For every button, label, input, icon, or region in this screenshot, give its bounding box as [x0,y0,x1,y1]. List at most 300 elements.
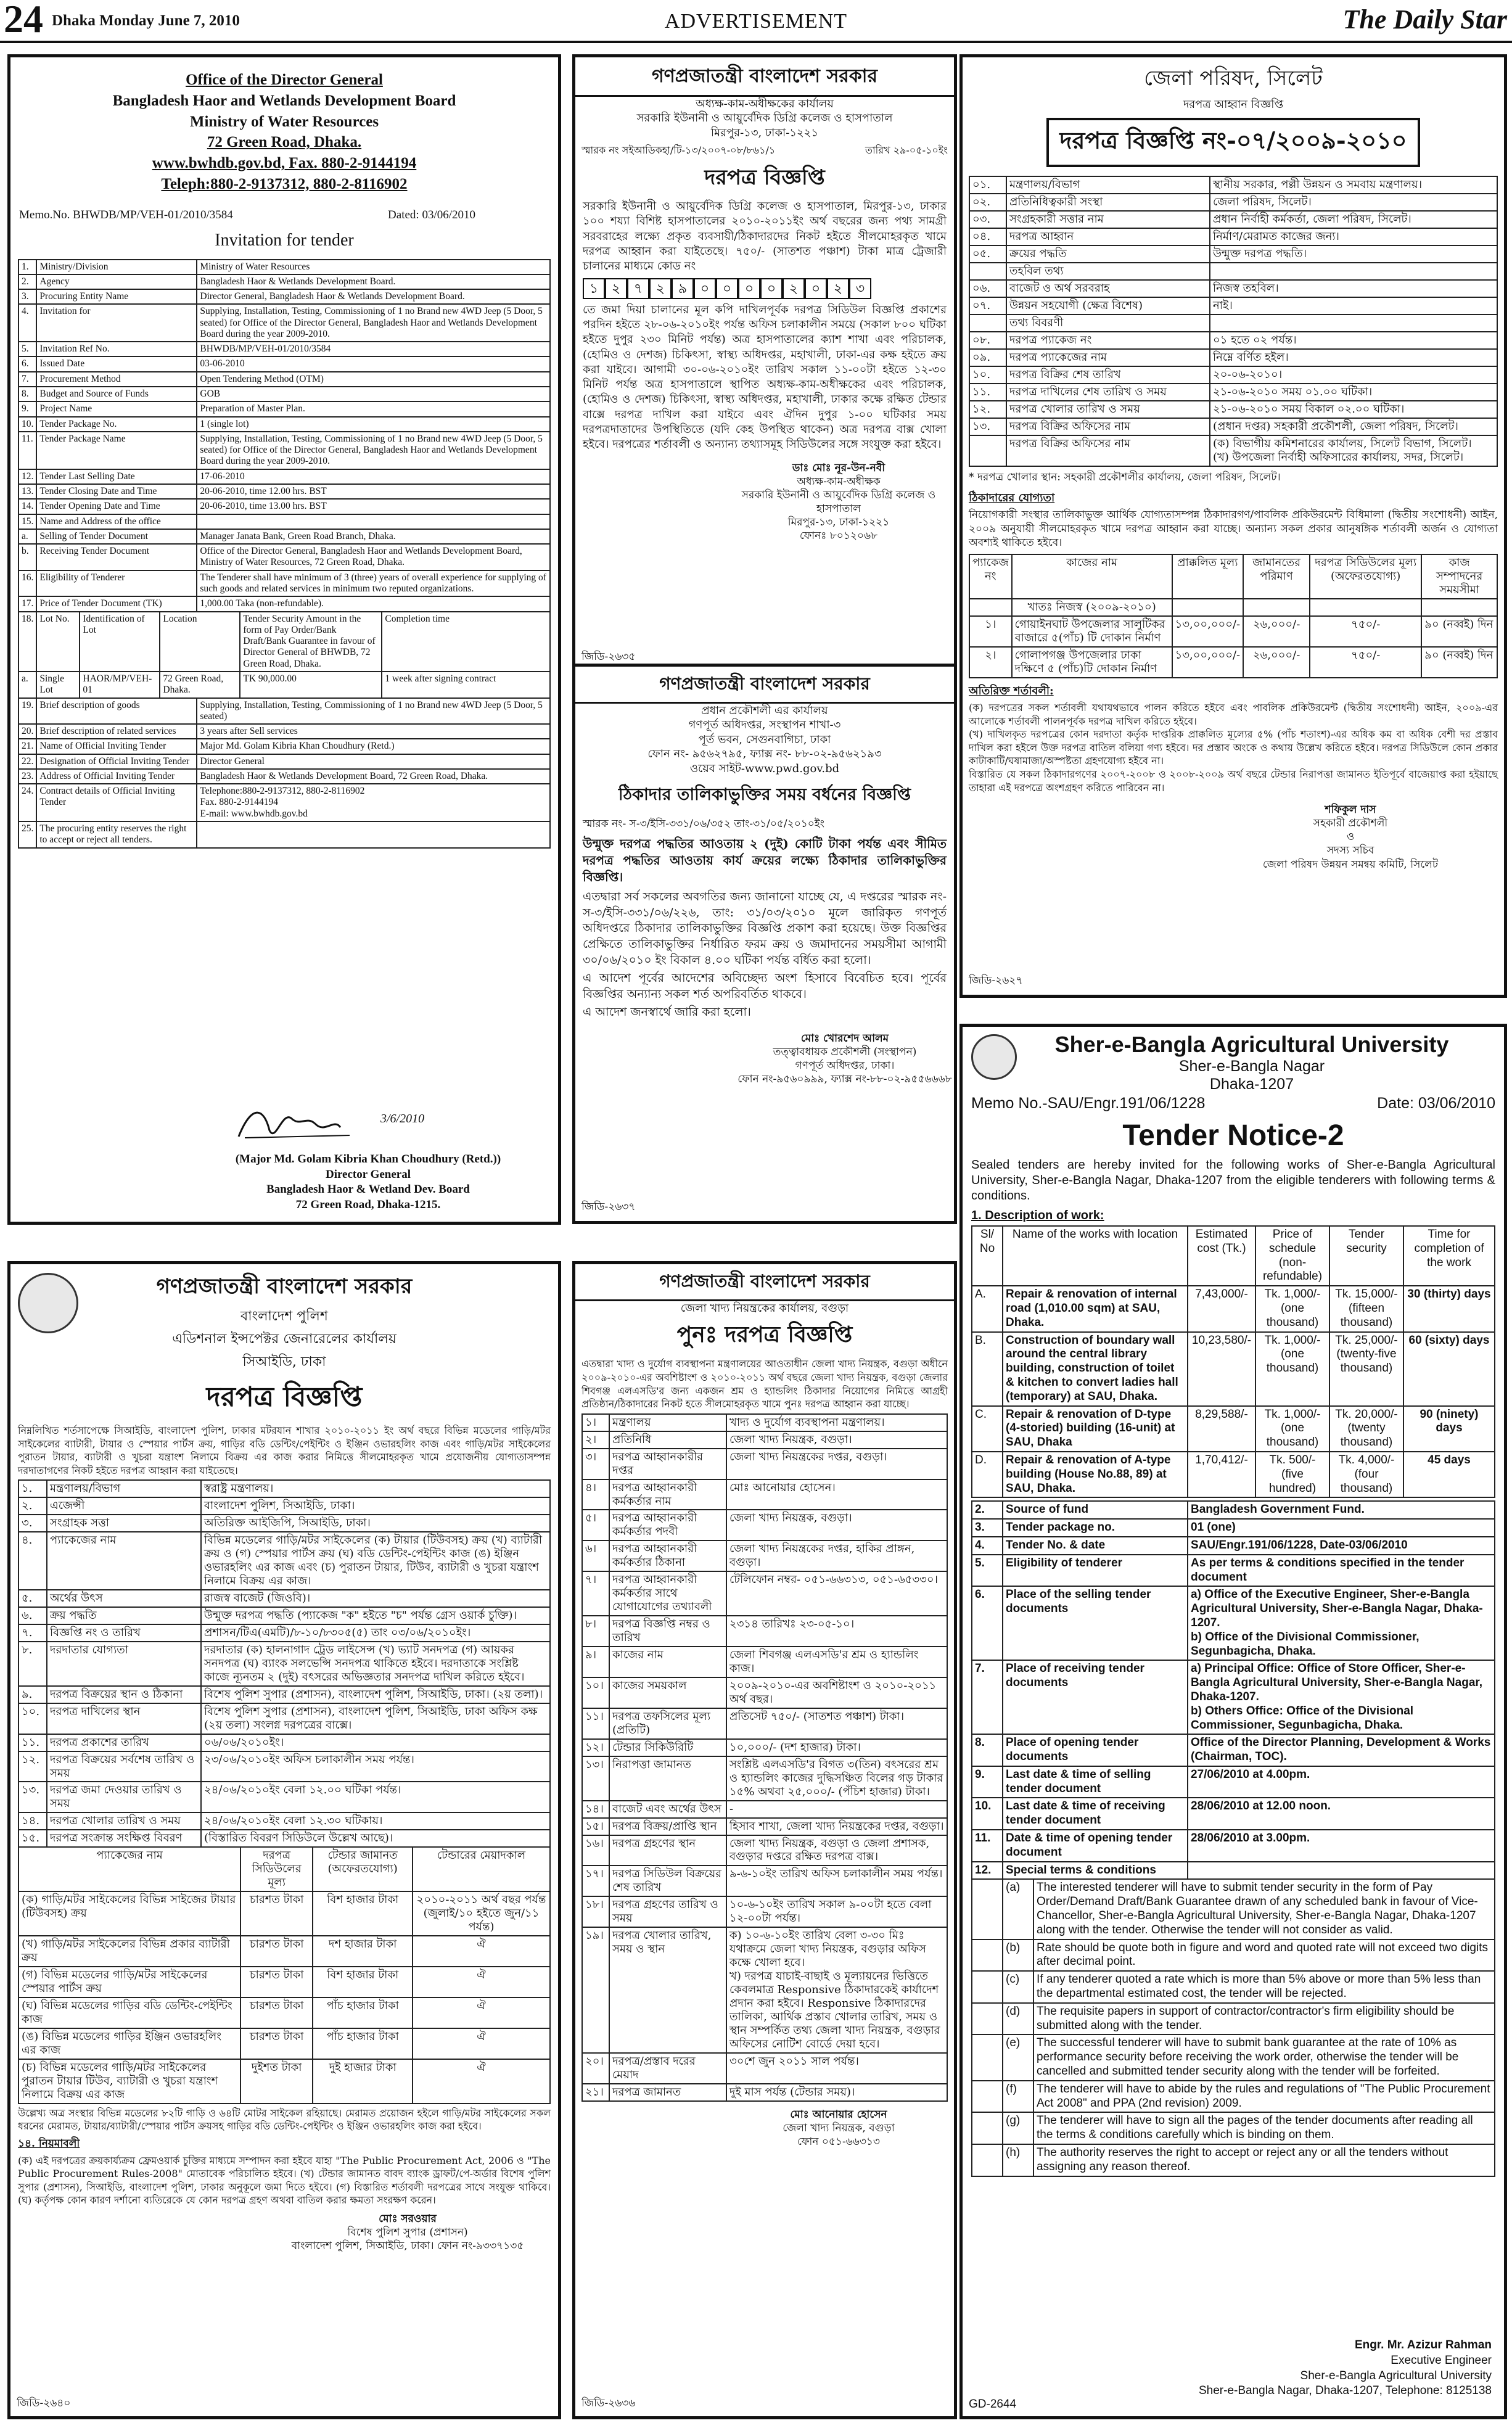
table-cell: 22. [18,754,36,769]
table-cell: Tender security [1329,1226,1403,1286]
issue-date: Dhaka Monday June 7, 2010 [52,12,240,29]
bwdb-dated: Dated: 03/06/2010 [388,208,475,221]
table-cell: ৮. [18,1642,47,1686]
table-cell [1188,1862,1495,1880]
ad4-org: জেলা পরিষদ, সিলেট [1144,66,1323,91]
header-rule [0,41,1512,43]
bwdb-signatory [232,1152,504,1213]
table-row [18,372,550,387]
table-cell: টেন্ডার জামানত (অফেরতযোগ্য) [313,1847,413,1891]
table-row [18,612,550,672]
table-row [969,332,1497,349]
table-cell: দরপত্র বিজ্ঞপ্তি নম্বর ও তারিখ [609,1616,726,1647]
table-cell: Date & time of opening tender document [1003,1830,1188,1862]
table-row [18,289,550,304]
table-cell: মন্ত্রণালয়/বিভাগ [47,1480,201,1497]
table-row [18,1891,550,1936]
table-cell: 20-06-2010, time 12.00 hrs. BST [197,484,550,499]
table-row [969,435,1497,466]
table-cell: Name of Official Inviting Tender [36,739,197,754]
ad3-address: পূর্ত ভবন, সেগুনবাগিচা, ঢাকা [698,733,831,746]
table-cell [972,1879,1003,1939]
table-cell: 12. [972,1862,1003,1880]
ad2-ref: স্মারক নং সইআডিকহা/টি-১৩/২০০৭-০৮/৮৬১/১ [581,144,776,157]
signatory-line: মোঃ আনোয়ার হোসেন [790,2108,887,2121]
table-cell: ৮। [582,1616,609,1647]
table-row [18,1497,550,1515]
table-cell: 01 (one) [1188,1519,1495,1537]
table-cell: Identification of Lot [80,612,160,672]
table-cell [972,1971,1003,2003]
table-cell: Name of the works with location [1003,1226,1188,1286]
table-row [18,672,550,698]
table-cell: ৩। [582,1449,609,1479]
table-row [582,1801,947,1818]
table-cell: The successful tenderer will have to submit bank guarantee at the rate of 10% as performance security before receiving the work order, otherwise the tender will be cancelled and submitted tender security along with the tender will be forfeited. [1033,2034,1495,2080]
table-cell [972,1940,1003,1972]
table-row [18,570,550,597]
table-row [582,1739,947,1756]
page-number: 24 [4,0,43,41]
signatory-line: মোঃ সরওয়ার [379,2213,437,2226]
table-cell: জামানতের পরিমাণ [1243,554,1310,599]
table-cell: দরপত্র খোলার তারিখ ও সময় [1006,401,1210,418]
table-cell: ১৪. [18,1812,47,1830]
table-cell: (e) [1003,2034,1033,2080]
table-row [18,698,550,725]
table-row [18,596,550,611]
sau-title: Tender Notice-2 [1122,1119,1344,1152]
signatory-line: Sher-e-Bangla Nagar, Dhaka-1207, Telephone: 8125138 [1199,2384,1492,2398]
table-cell: 16. [18,570,36,597]
table-cell: ০৯. [969,349,1006,366]
table-cell: 9. [972,1766,1003,1798]
table-row [969,401,1497,418]
treasury-code [575,277,954,300]
table-row [582,1835,947,1866]
table-cell: ২৪/০৬/২০১০ইং বেলা ১২.৩০ ঘটিকায়। [201,1812,550,1830]
table-cell: ঐ [413,2028,550,2059]
table-cell: কাজের নাম [609,1647,726,1677]
table-cell: ২১। [582,2084,609,2101]
sau-memo: Memo No.-SAU/Engr.191/06/1228 [971,1095,1206,1112]
table-cell: বাজেট ও অর্থ সরবরাহ [1006,280,1210,297]
ad5-package-table [18,1846,551,2104]
table-cell: Supplying, Installation, Testing, Commissioning of 1 no Brand new 4WD Jeep (5 Door, 5 seated) for Office of the Director General, Bangladesh Haor and Wetlands Development Board during the year 2009-2010. [197,432,550,469]
table-cell: ০৬. [969,280,1006,297]
ad3-ref: স্মারক নং- স-৩/ইসি-৩৩১/০৬/৩৫২ তাং-৩১/০৫/২০১০ইং [583,817,824,830]
section-title: ADVERTISEMENT [664,10,848,33]
table-cell: সংশ্লিষ্ট এলএসডি'র বিগত ৩(তিন) বৎসরের শ্রম ও হ্যান্ডলিং কাজের দুদ্ধিসঞ্চিত বিলের গড় টাকার ১৫% অথবা ২৫,০০০/- (পঁচিশ হাজার) টাকা। [726,1756,947,1801]
table-row [972,1734,1495,1766]
table-cell: If any tenderer quoted a rate which is more than 5% above or more than 5% less than the departmental estimated cost, the tender will be rejected. [1033,1971,1495,2003]
table-cell: বিশ হাজার টাকা [313,1891,413,1936]
table-cell: Tender No. & date [1003,1537,1188,1555]
table-row [18,356,550,371]
ad5-conditions: (ক) এই দরপত্রের ক্রয়কার্য্যক্রম ফ্রেমওয়ার্ক চুক্তির মাধ্যমে সম্পাদন করা হইবে যাহা "The Public Procurement Act, 2006 ও "The Public Procurement Rules-2008" মোতাবেক পরিচালিত হইবে। (খ) টেন্ডার জামানত বাবদ ব্যাংক ড্রাফট/পে-অর্ডার বিশেষ পুলিশ সুপার (প্রশাসন), সিআইডি, বাংলাদেশ পুলিশ, ঢাকার অনুকূলে জমা দিতে হইবে। (গ) বিস্তারিত শর্তাবলী দরপত্রের সাথে সংযুক্ত থাকিবে। (ঘ) কর্তৃপক্ষ কোন কারণ দর্শানো ব্যতিরেকে যে কোন দরপত্র গ্রহণ অথবা বাতিল করার ক্ষমতা সংরক্ষণ করেন। [18,2154,551,2207]
table-cell: Construction of boundary wall around the central library building, construction of toilet & kitchen to convert ladies hall (temporary) at SAU, Dhaka. [1003,1332,1188,1406]
table-cell: 19. [18,698,36,725]
table-cell: চারশত টাকা [240,1967,313,1997]
table-cell: (a) [1003,1879,1033,1939]
ad5-title: দরপত্র বিজ্ঞপ্তি [206,1381,363,1413]
table-row [582,1927,947,2053]
table-cell: ১৩,০০,০০০/- [1172,616,1244,647]
table-cell: দরদাতার যোগ্যতা [47,1642,201,1686]
table-cell: ২১-০৬-২০১০ সময় বিকাল ০২.০০ ঘটিকা। [1210,401,1497,418]
sau-info-table [971,1500,1495,1880]
bwdb-address: 72 Green Road, Dhaka. [207,134,362,151]
table-row [582,1647,947,1677]
signatory-line: বিশেষ পুলিশ সুপার (প্রশাসন) [347,2226,468,2239]
table-row [582,1896,947,1927]
ad5-note: উল্লেখ্য অত্র সংস্থার বিভিন্ন মডেলের ৮২টি গাড়ি ও ৬৪টি মোটর সাইকেল রহিয়াছে। মেরামত প্রয়োজন হইলে গাড়ি/মটর সাইকেলের সকল ধরনের মেরামত, টায়ার/ব্যাটারী/স্পেয়ার পার্টস ক্রয়সহ গাড়ির বডি ডেন্টিং-পেইন্টিং ও ইঞ্জিন ওভারহলিং কাজ করা হইবে। [18,2107,551,2133]
table-cell: চারশত টাকা [240,1891,313,1936]
table-cell: ১। [969,616,1012,647]
table-cell: দরপত্র প্যাকেজ নং [1006,332,1210,349]
table-cell: (ক) গাড়ি/মটর সাইকেলের বিভিন্ন সাইজের টায়ার (টিউবসহ) ক্রয় [18,1891,240,1936]
table-cell: Procurement Method [36,372,197,387]
table-cell: ০১. [969,176,1006,194]
ad2-signatory [723,461,954,543]
ad2-body-2: তে জমা দিয়া চালানের মূল কপি দাখিলপূর্বক দরপত্র সিডিউল বিজ্ঞপ্তি প্রকাশের পরদিন হইতে ২৮-০৬-২০১০ইং পর্যন্ত অফিস চলাকালীন সময়ে (সকাল ৮০০ ঘটিকা হইতে দুপুর ২৩০ মিনিট পর্যন্ত) অত্র হাসপাতালের ক্যাশ শাখা এবং পরিচালক, (হোমিও ও দেশজ) চিকিৎসা, স্বাস্থ্য অধিদপ্তর, মহাখালী, ঢাকা-এর কক্ষ হইতে ক্রয় করা যাইবে। আগামী ৩০-০৬-২০১০ইং তারিখ সকাল ১১-০০টা হইতে ১২-৩০ মিনিট পর্যন্ত অত্র হাসপাতালে স্থাপিত অধ্যক্ষ-কাম-অধীক্ষকের এবং পরিচালক, (হোমিও ও দেশজ) চিকিৎসা, স্বাস্থ্য অধিদপ্তর, মহাখালী, ঢাকার কক্ষে রক্ষিত টেন্ডার বাক্সে দরপত্র দাখিল করা যাইবে এবং ঐদিন দুপুর ১-০০ ঘটিকার সময় দরপত্রদাতাদের উপস্থিতিতে (যদি কেহ উপস্থিত থাকেন) অত্র দরপত্র বাক্স খোলা হইবে। দরপত্রের শর্তাবলী ও অন্যান্য তথ্যাসমূহ সিডিউলের সঙ্গে সংযুক্ত করা হইবে। [583,303,947,451]
table-cell: As per terms & conditions specified in the tender document [1188,1555,1495,1587]
table-cell: 17-06-2010 [197,469,550,484]
table-cell: Brief description of related services [36,724,197,739]
table-cell: দরপত্র বিক্রয়ের স্থান ও ঠিকানা [47,1686,201,1703]
table-cell: 4. [972,1537,1003,1555]
table-cell [1172,599,1244,616]
table-row [972,1501,1495,1519]
table-cell: বিশেষ পুলিশ সুপার (প্রশাসন), বাংলাদেশ পুলিশ, সিআইডি, ঢাকা অফিস কক্ষ (২য় তলা) সংলগ্ন দরপত্রের বাক্সে। [201,1703,550,1734]
table-cell: ১৩. [969,418,1006,435]
table-cell: ৯০ (নব্বই) দিন [1421,647,1497,678]
table-cell: D. [972,1452,1003,1497]
table-row [969,554,1497,599]
table-cell: Eligibility of tenderer [1003,1555,1188,1587]
table-cell: SAU/Engr.191/06/1228, Date-03/06/2010 [1188,1537,1495,1555]
table-cell: ০২. [969,194,1006,211]
table-row [18,2028,550,2059]
table-cell [1310,599,1421,616]
table-cell: 1,000.00 Taka (non-refundable). [197,596,550,611]
table-row [18,1830,550,1847]
table-cell: দরপত্র বিক্রয়ের সর্বশেষ তারিখ ও সময় [47,1751,201,1782]
table-cell: দরপত্র আহ্বানকারী কর্মকর্তার নাম [609,1479,726,1510]
table-cell: Brief description of goods [36,698,197,725]
table-cell: Place of opening tender documents [1003,1734,1188,1766]
table-cell: ২৬,০০০/- [1243,647,1310,678]
table-cell: বিভিন্ন মডেলের গাড়ি/মটর সাইকেলের (ক) টায়ার (টিউবসহ) ক্রয় (খ) ব্যাটারী ক্রয় ও (গ) স্পেয়ার পার্টস ক্রয় (ঘ) বডি ডেন্টিং-পেইন্টিং কাজ (ঙ) ইঞ্জিন ওভারহলিং এর কাজ এবং (চ) পুরাতন টায়ার, টিউব, ব্যাটারী ও খুচরা যন্ত্রাংশ নিলামে বিক্রয় এর কাজ। [201,1532,550,1590]
table-row [972,1586,1495,1660]
ad3-headline: উন্মুক্ত দরপত্র পদ্ধতির আওতায় ২ (দুই) কোটি টাকা পর্যন্ত এবং সীমিত দরপত্র পদ্ধতির আওতায় কার্য ক্রয়ের লক্ষ্যে ঠিকাদার তালিকাভুক্তির বিজ্ঞপ্তি। [583,836,947,884]
table-cell: a) Principal Office: Office of Store Officer, Sher-e-Bangla Agricultural University, Sher-e-Bangla Nagar, Dhaka-1207. b) Others Office: Office of the Divisional Commissioner, Segunbagicha, Dhaka. [1188,1660,1495,1734]
table-cell: (g) [1003,2112,1033,2144]
table-cell: ঐ [413,1997,550,2028]
table-cell: 12. [18,469,36,484]
table-row [969,228,1497,245]
table-row [969,176,1497,194]
table-row [18,754,550,769]
bwdb-office: Office of the Director General [186,72,383,88]
table-row [18,1847,550,1891]
ad2-title: দরপত্র বিজ্ঞপ্তি [704,165,825,191]
table-cell: Designation of Official Inviting Tender [36,754,197,769]
signatory-line: Bangladesh Haor & Wetland Dev. Board [266,1183,470,1196]
table-cell: কাজ সম্পাদনের সময়সীমা [1421,554,1497,599]
table-cell: Tender package no. [1003,1519,1188,1537]
table-cell: জেলা খাদ্য নিয়ন্ত্রক, বগুড়া। [726,1431,947,1449]
ad3-dept: গণপূর্ত অধিদপ্তর, সংস্থাপন শাখা-৩ [688,718,841,732]
table-cell: Issued Date [36,356,197,371]
table-cell: মোঃ আনোয়ার হোসেন। [726,1479,947,1510]
table-cell: Single Lot [36,672,80,698]
table-cell: ঐ [413,2059,550,2104]
table-cell: দরপত্র বিক্রির অফিসের নাম [1006,418,1210,435]
table-cell: 17. [18,596,36,611]
table-cell: দরপত্র সিডিউলের মূল্য [240,1847,313,1891]
table-cell: অতিরিক্ত আইজিপি, সিআইডি, ঢাকা। [201,1515,550,1532]
signatory-line: ফোনঃ ৮০১২০৬৮ [799,530,878,543]
sau-gd-number: GD-2644 [969,2398,1017,2411]
table-cell: ৪. [18,1532,47,1590]
signatory-line: জেলা খাদ্য নিয়ন্ত্রক, বগুড়া [783,2121,895,2134]
table-cell [197,821,550,848]
table-row [18,769,550,784]
table-cell: দুই হাজার টাকা [313,2059,413,2104]
ad3-gd-number: জিডি-২৬৩৭ [581,1201,636,1213]
sau-city: Dhaka-1207 [1209,1076,1294,1093]
table-row [18,1751,550,1782]
table-cell: ১৪। [582,1801,609,1818]
table-cell: ১০। [582,1677,609,1708]
table-row [972,1766,1495,1798]
table-row [969,418,1497,435]
sau-place: Sher-e-Bangla Nagar [1178,1058,1325,1075]
table-cell: Tk. 15,000/- (fifteen thousand) [1329,1286,1403,1331]
signatory-line: মোঃ খোরশেদ আলম [800,1032,889,1045]
signatory-line: মিরপুর-১৩, ঢাকা-১২২১ [787,516,890,529]
table-cell: Ministry/Division [36,260,197,274]
table-cell: 27/06/2010 at 4.00pm. [1188,1766,1495,1798]
table-cell: ০৭. [969,297,1006,315]
table-cell: ০৮. [969,332,1006,349]
table-cell: টেলিফোন নম্বর- ০৫১-৬৬৩১৩, ০৫১-৬৫৩৩০। [726,1571,947,1616]
table-cell: Tk. 1,000/- (one thousand) [1255,1286,1329,1331]
ad4-extra-head: অতিরিক্ত শর্তাবলী: [969,685,1054,698]
table-cell: Place of receiving tender documents [1003,1660,1188,1734]
university-logo-icon [971,1034,1017,1080]
table-cell: ক্রয়ের পদ্ধতি [1006,245,1210,263]
table-cell: (খ) গাড়ি/মটর সাইকেলের বিভিন্ন প্রকার ব্যাটারী ক্রয় [18,1936,240,1967]
table-cell: 5. [18,342,36,356]
table-cell: The interested tenderer will have to submit tender security in the form of Pay Order/Demand Draft/Bank Guarantee drawn of any scheduled bank in favour of Vice-Chancellor, Sher-e-Bangla Agricultural University, Sher-e-Bangla Nagar, Dhaka-1207 along with the tender. Otherwise the tender will not consider as valid. [1033,1879,1495,1939]
table-cell [972,2144,1003,2176]
table-row [18,1607,550,1624]
table-cell: ৩০শে জুন ২০১১ সাল পর্যন্ত। [726,2053,947,2084]
sylhet-tender-ad [959,54,1507,998]
table-cell: ৯. [18,1686,47,1703]
table-row [18,1936,550,1967]
table-cell: 28/06/2010 at 12.00 noon. [1188,1798,1495,1830]
table-cell: (বিস্তারিত বিবরণ সিডিউলে উল্লেখ আছে)। [201,1830,550,1847]
table-row [582,1616,947,1647]
table-row [18,469,550,484]
table-cell: দরপত্র সিডিউলের মূল্য (অফেরতযোগ্য) [1310,554,1421,599]
ad3-phone: ফোন নং- ৯৫৬২৭৯৫, ফ্যাক্স নং- ৮৮-০২-৯৫৬২১৯৩ [647,747,882,761]
signatory-line: ডাঃ মোঃ নূর-উন-নবী [792,461,885,474]
table-row [972,1452,1495,1497]
table-cell: জেলা শিবগঞ্জ এলএসডি'র শ্রম ও হ্যান্ডলিং কাজ। [726,1647,947,1677]
table-row [972,1862,1495,1880]
ad4-package-table [969,554,1498,678]
table-cell: (h) [1003,2144,1033,2176]
table-cell: Repair & renovation of A-type building (House No.88, 89) at SAU, Dhaka. [1003,1452,1188,1497]
ad2-college: সরকারি ইউনানী ও আয়ুর্বেদিক ডিগ্রি কলেজ ও হাসপাতাল [636,112,893,125]
table-cell: দরপত্র খোলার তারিখ ও সময় [47,1812,201,1830]
table-row [18,342,550,356]
table-cell: Tender Opening Date and Time [36,499,197,514]
table-row [18,1642,550,1686]
table-row [972,1971,1495,2003]
table-cell: ২৩১৪ তারিখঃ ২৩-০৫-১০। [726,1616,947,1647]
table-cell: HAOR/MP/VEH-01 [80,672,160,698]
pwd-notice-ad [572,664,957,1224]
signatory-line: (Major Md. Golam Kibria Khan Choudhury (Retd.)) [235,1153,501,1166]
code-digit: ৭ [627,278,649,299]
table-cell: রাজস্ব বাজেট (জিওবি)। [201,1590,550,1607]
table-cell: ১৯। [582,1927,609,2053]
table-cell: a. [18,529,36,544]
table-cell: দরপত্র আহ্বানকারী কর্মকর্তার ঠিকানা [609,1541,726,1571]
signatory-line: শফিকুল দাস [1325,804,1376,817]
ad6-title: পুনঃ দরপত্র বিজ্ঞপ্তি [676,1322,853,1348]
table-cell: Tender Security Amount in the form of Pay Order/Bank Draft/Bank Guarantee in favour of Director General of BHWDB, 72 Green Road, Dhaka. [240,612,382,672]
table-cell: 15. [18,514,36,529]
table-cell: দরপত্র গ্রহণের স্থান [609,1835,726,1866]
newspaper-logo: The Daily Star [1342,4,1507,35]
table-row [18,401,550,416]
table-cell: প্রতিনিধি [609,1431,726,1449]
table-cell: 5. [972,1555,1003,1587]
table-cell: জেলা খাদ্য নিয়ন্ত্রকের দপ্তর, হাকির প্রাঙ্গন, বগুড়া। [726,1541,947,1571]
table-row [18,1997,550,2028]
table-row [972,1406,1495,1452]
ad3-signatory [736,1032,954,1086]
table-cell: ১৭। [582,1866,609,1896]
table-cell: ৯০ (নব্বই) দিন [1421,616,1497,647]
table-cell: Director General [197,754,550,769]
table-row [969,245,1497,263]
table-row [972,2081,1495,2113]
ad2-gov: গণপ্রজাতন্ত্রী বাংলাদেশ সরকার [575,61,954,97]
table-cell: Major Md. Golam Kibria Khan Choudhury (Retd.) [197,739,550,754]
table-cell: ০৪. [969,228,1006,245]
table-cell [1210,263,1497,280]
ad4-signatory [1197,803,1504,871]
table-cell: খাদ্য ও দুর্যোগ ব্যবস্থাপনা মন্ত্রণালয়। [726,1414,947,1431]
table-row [972,1519,1495,1537]
table-cell: ২। [969,647,1012,678]
table-cell: The tenderer will have to abide by the rules and regulations of "The Public Procurement Act 2008" and PPA (2nd revision) 2009. [1033,2081,1495,2113]
code-digit: ০ [760,278,783,299]
table-cell: ২০-০৬-২০১০। [1210,366,1497,384]
table-cell: Rate should be quote both in figure and word and quoted rate will not exceed two digits after decimal point. [1033,1940,1495,1972]
table-cell: দরপত্র জমা দেওয়ার তারিখ ও সময় [47,1782,201,1812]
table-cell: প্রাক্কলিত মূল্য [1172,554,1244,599]
table-cell [972,2081,1003,2113]
table-cell: ১৩,০০,০০০/- [1172,647,1244,678]
table-cell: Tender Last Selling Date [36,469,197,484]
table-row [582,1479,947,1510]
table-row [18,417,550,432]
table-cell: ১০. [969,366,1006,384]
table-cell: ৯। [582,1647,609,1677]
table-cell: Last date & time of receiving tender document [1003,1798,1188,1830]
table-cell: ৫. [18,1590,47,1607]
ad4-gd-number: জিডি-২৬২৭ [969,974,1023,987]
table-cell: ১৮। [582,1896,609,1927]
table-cell: মন্ত্রণালয় [609,1414,726,1431]
code-digit: ৩ [849,278,871,299]
table-cell: The authority reserves the right to accept or reject any or all the tenders without assigning any reason thereof. [1033,2144,1495,2176]
table-row [18,304,550,342]
table-row [582,1510,947,1541]
table-cell: ১১. [18,1734,47,1751]
bwdb-web: www.bwhdb.gov.bd, Fax. 880-2-9144194 [152,155,417,171]
ad3-web: ওয়েব সাইট-www.pwd.gov.bd [689,762,840,775]
table-row [969,647,1497,678]
code-digit: ২ [783,278,805,299]
table-cell: দরপত্র খোলার তারিখ, সময় ও স্থান [609,1927,726,2053]
table-cell: 45 days [1403,1452,1495,1497]
table-row [18,1782,550,1812]
table-cell: ৭. [18,1624,47,1642]
ad5-office: এডিশনাল ইন্সপেক্টর জেনারেলের কার্যালয় [172,1331,396,1347]
table-cell: Address of Official Inviting Tender [36,769,197,784]
signatory-line: সদস্য সচিব [1326,844,1374,857]
table-cell: এজেন্সী [47,1497,201,1515]
table-row [18,821,550,848]
ad2-date: তারিখ ২৯-০৫-১০ইং [865,144,948,157]
table-cell: Budget and Source of Funds [36,387,197,401]
table-cell: Preparation of Master Plan. [197,401,550,416]
table-cell: (ঙ) বিভিন্ন মডেলের গাড়ির ইঞ্জিন ওভারহলিং এর কাজ [18,2028,240,2059]
table-cell: Completion time [382,612,550,672]
ad4-elig: নিয়োগকারী সংস্থার তালিকাভুক্ত আর্থিক যোগ্যতাসম্পন্ন ঠিকাদারগণ/পাবলিক প্রকিউরমেন্ট বিধিমালা (দ্বিতীয় সংশোধনী) আইন, ২০০৯ অনুযায়ী সীলমোহরকৃত খামে দরপত্র আহ্বান করা যাচ্ছে। অন্যান্য সকল প্রকার আনুষঙ্গিক শর্তাবলী অর্জন ও যোগ্যতা অবশ্যই থাকিতে হইবে। [969,508,1498,549]
table-cell: প্যাকেজ নং [969,554,1012,599]
table-cell: 4. [18,304,36,342]
table-cell: Contract details of Official Inviting Tender [36,784,197,821]
ad5-table [18,1479,551,1848]
table-cell: ১৩। [582,1756,609,1801]
signatory-line: সহকারী প্রকৌশলী [1313,817,1388,830]
table-cell: B. [972,1332,1003,1406]
ad4-subtitle: দরপত্র আহ্বান বিজ্ঞপ্তি [1183,98,1284,111]
ad4-elig-head: ঠিকাদারের যোগ্যতা [969,491,1055,504]
table-cell: চারশত টাকা [240,2028,313,2059]
table-cell: ২। [582,1431,609,1449]
ad4-table [969,176,1498,466]
table-cell: Procuring Entity Name [36,289,197,304]
table-cell: a) Office of the Executive Engineer, Sher-e-Bangla Agricultural University, Sher-e-Bangla Nagar, Dhaka-1207. b) Office of the Divisional Commissioner, Segunbagicha, Dhaka. [1188,1586,1495,1660]
table-row [18,260,550,274]
table-row [18,1590,550,1607]
table-cell: পাঁচ হাজার টাকা [313,2028,413,2059]
table-cell: টেন্ডার সিকিউরিটি [609,1739,726,1756]
table-cell: বিশেষ পুলিশ সুপার (প্রশাসন), বাংলাদেশ পুলিশ, সিআইডি, ঢাকা। (২য় তলা)। [201,1686,550,1703]
table-cell: দরপত্র বিক্রয়/প্রাপ্তি স্থান [609,1818,726,1835]
